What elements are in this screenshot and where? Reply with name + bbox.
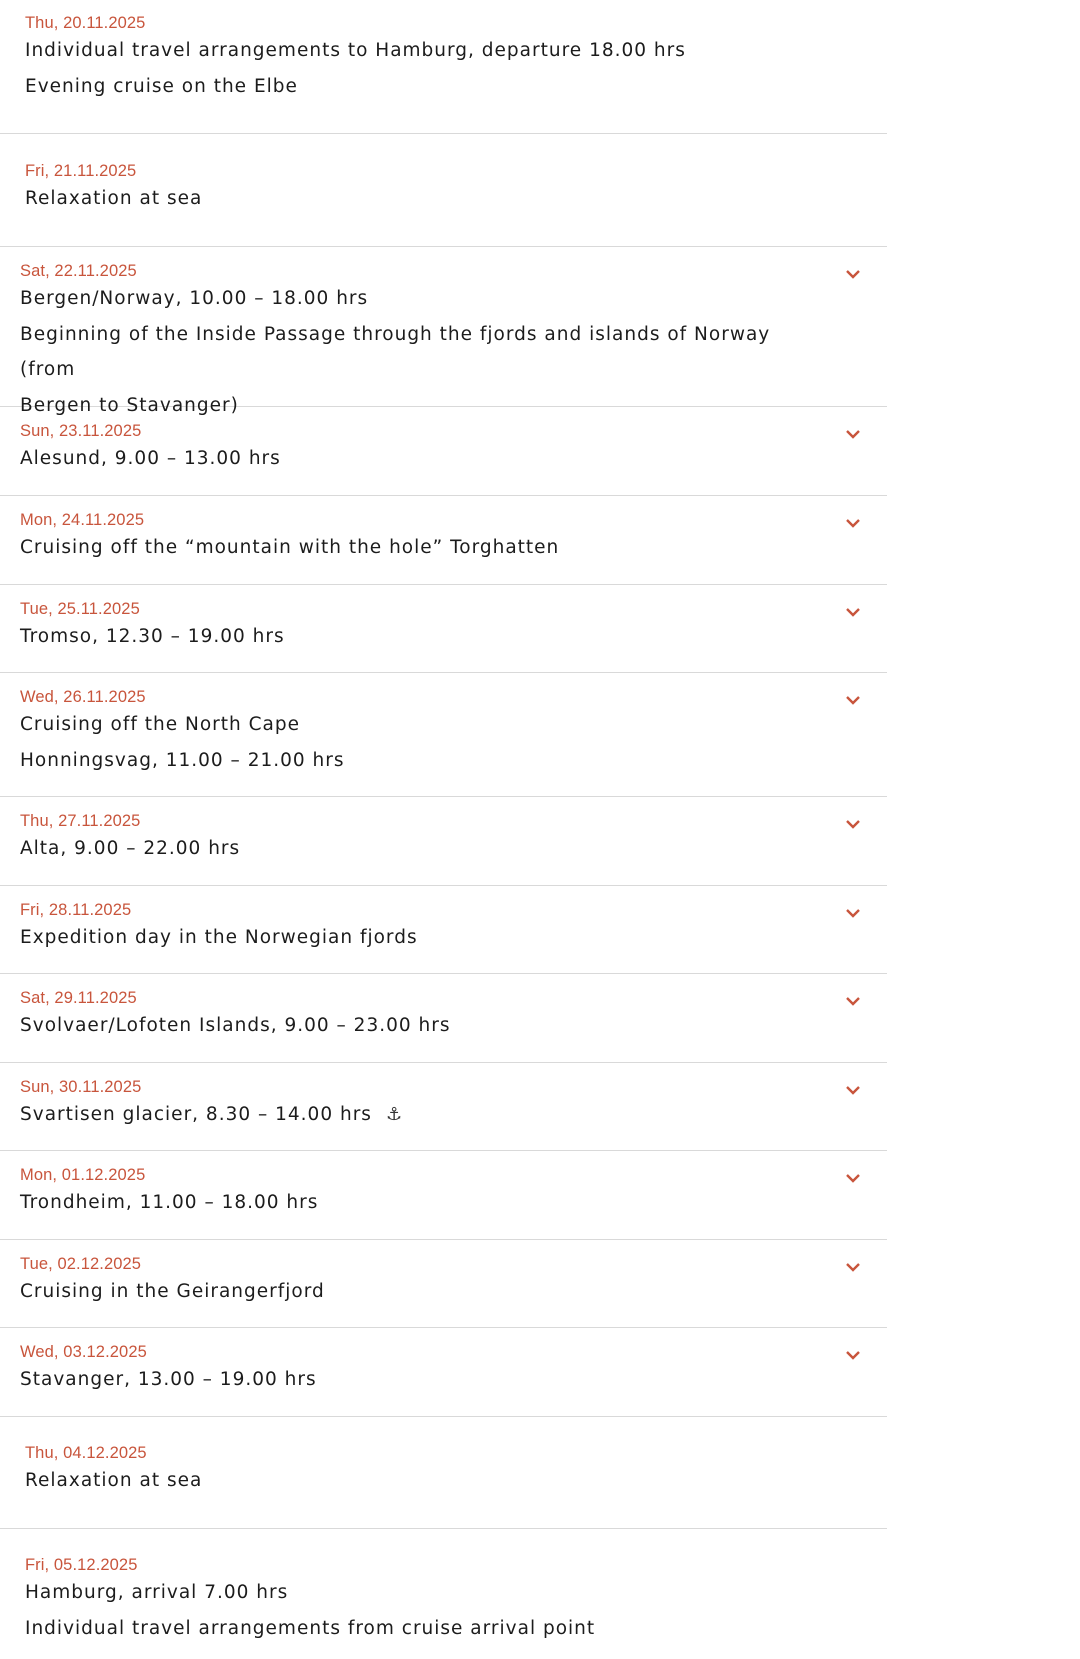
day-detail: Individual travel arrangements to Hamburg, departure 18.00 hrs [25,40,686,61]
day-detail: Tromso, 12.30 – 19.00 hrs [20,626,285,647]
day-detail: Svartisen glacier, 8.30 – 14.00 hrs [20,1104,372,1125]
itinerary-day-toggle[interactable] [0,886,887,974]
chevron-down-icon[interactable] [843,1080,863,1100]
day-detail: Cruising off the North Cape [20,714,300,735]
chevron-down-icon[interactable] [843,991,863,1011]
day-date: Thu, 27.11.2025 [20,812,141,830]
day-detail: Beginning of the Inside Passage through the fjords and islands of Norway (from [20,323,771,381]
itinerary-day [0,1417,887,1529]
anchor-icon: ⚓ [385,1104,403,1125]
day-detail: Evening cruise on the Elbe [25,75,298,97]
chevron-down-icon[interactable] [843,1257,863,1277]
day-date: Mon, 24.11.2025 [20,511,145,529]
chevron-down-icon[interactable] [843,424,863,444]
itinerary-day-toggle[interactable] [0,673,887,797]
day-date: Tue, 02.12.2025 [20,1255,142,1273]
day-date: Sun, 23.11.2025 [20,422,142,440]
day-detail: Alesund, 9.00 – 13.00 hrs [20,448,281,469]
itinerary-day-toggle[interactable] [0,407,887,496]
chevron-down-icon[interactable] [843,513,863,533]
day-detail: Cruising off the “mountain with the hole” Torghatten [20,537,560,558]
day-detail: Expedition day in the Norwegian fjords [20,927,418,948]
day-detail: Honningsvag, 11.00 – 21.00 hrs [20,749,345,771]
itinerary-day-toggle[interactable] [0,247,887,416]
itinerary-day-toggle[interactable] [0,1240,887,1328]
chevron-down-icon[interactable] [843,814,863,834]
chevron-down-icon[interactable] [843,903,863,923]
day-detail: Svolvaer/Lofoten Islands, 9.00 – 23.00 hrs [20,1015,451,1036]
itinerary-day [0,0,887,134]
itinerary-day-toggle[interactable] [0,585,887,673]
itinerary-day [0,1529,887,1656]
day-date: Fri, 28.11.2025 [20,901,132,919]
chevron-down-icon[interactable] [843,690,863,710]
day-date: Thu, 04.12.2025 [25,1444,147,1462]
day-date: Fri, 05.12.2025 [25,1556,138,1574]
day-detail: Relaxation at sea [25,188,203,209]
chevron-down-icon[interactable] [843,264,863,284]
day-detail: Trondheim, 11.00 – 18.00 hrs [20,1192,319,1213]
chevron-down-icon[interactable] [843,602,863,622]
day-date: Wed, 03.12.2025 [20,1343,147,1361]
day-date: Fri, 21.11.2025 [25,162,137,180]
day-detail: Hamburg, arrival 7.00 hrs [25,1582,289,1603]
day-detail: Relaxation at sea [25,1470,203,1491]
chevron-down-icon[interactable] [843,1345,863,1365]
itinerary-day-toggle[interactable] [0,1328,887,1417]
day-date: Wed, 26.11.2025 [20,688,146,706]
day-date: Sun, 30.11.2025 [20,1078,142,1096]
day-date: Sat, 22.11.2025 [20,262,137,280]
day-detail: Bergen/Norway, 10.00 – 18.00 hrs [20,288,369,309]
itinerary-day-toggle[interactable] [0,797,887,886]
itinerary-day-toggle[interactable] [0,1063,887,1151]
day-detail: Cruising in the Geirangerfjord [20,1281,325,1302]
day-date: Thu, 20.11.2025 [25,14,146,32]
day-detail: Alta, 9.00 – 22.00 hrs [20,838,241,859]
day-date: Sat, 29.11.2025 [20,989,137,1007]
chevron-down-icon[interactable] [843,1168,863,1188]
itinerary-day-toggle[interactable] [0,1151,887,1240]
itinerary-day [0,134,887,247]
day-detail: Bergen to Stavanger) [20,394,239,416]
day-date: Mon, 01.12.2025 [20,1166,146,1184]
day-detail: Stavanger, 13.00 – 19.00 hrs [20,1369,317,1390]
day-detail: Individual travel arrangements from cruise arrival point [25,1617,596,1639]
itinerary-day-toggle[interactable] [0,496,887,585]
day-date: Tue, 25.11.2025 [20,600,140,618]
itinerary-day-toggle[interactable] [0,974,887,1063]
